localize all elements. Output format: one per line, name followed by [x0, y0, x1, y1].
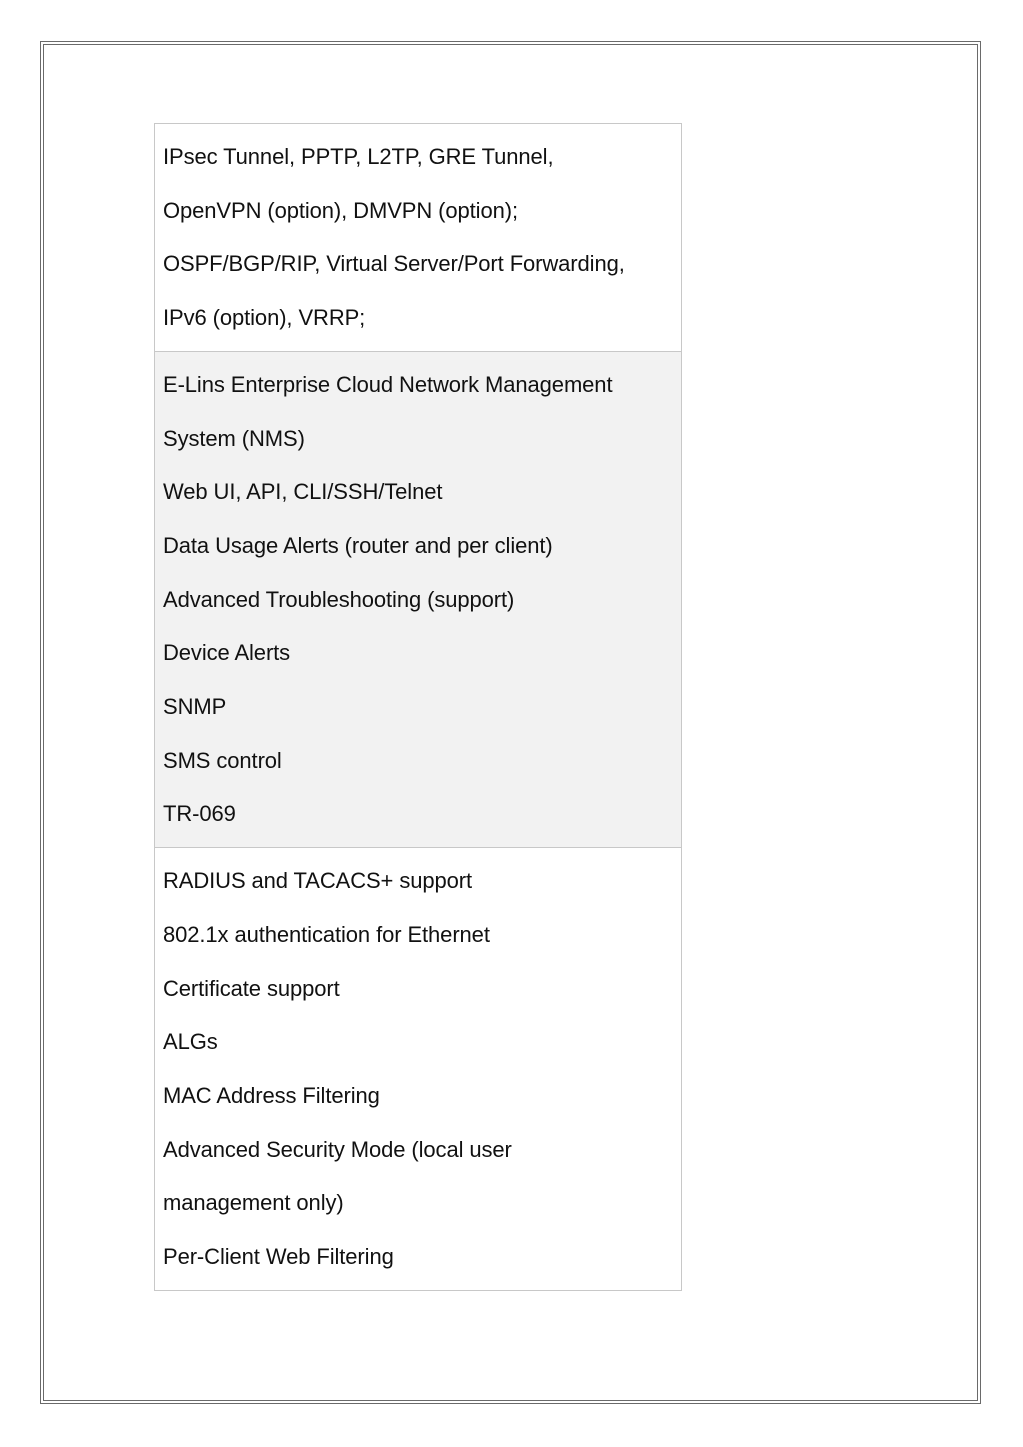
spec-line: Web UI, API, CLI/SSH/Telnet — [163, 479, 443, 505]
spec-line: Per-Client Web Filtering — [163, 1244, 394, 1270]
spec-line: Data Usage Alerts (router and per client) — [163, 532, 553, 558]
spec-line: management only) — [163, 1190, 344, 1216]
spec-line: E-Lins Enterprise Cloud Network Management — [163, 371, 613, 397]
spec-line: MAC Address Filtering — [163, 1082, 380, 1108]
spec-line: Certificate support — [163, 975, 340, 1001]
spec-line: Device Alerts — [163, 640, 291, 666]
spec-line: SNMP — [163, 694, 227, 720]
spec-line: OSPF/BGP/RIP, Virtual Server/Port Forwarding, — [163, 251, 625, 277]
spec-line: System (NMS) — [163, 425, 305, 451]
spec-line: IPv6 (option), VRRP; — [163, 305, 366, 331]
spec-section-security — [155, 847, 681, 1290]
spec-line: Advanced Troubleshooting (support) — [163, 586, 515, 612]
spec-line: SMS control — [163, 747, 282, 773]
spec-section-networking — [155, 124, 681, 351]
spec-table — [154, 123, 682, 1291]
spec-line: RADIUS and TACACS+ support — [163, 868, 472, 894]
spec-section-management — [155, 351, 681, 847]
spec-line: IPsec Tunnel, PPTP, L2TP, GRE Tunnel, — [163, 144, 554, 169]
spec-line: TR-069 — [163, 801, 236, 827]
spec-line: OpenVPN (option), DMVPN (option); — [163, 197, 518, 223]
spec-line: ALGs — [163, 1029, 218, 1055]
spec-line: 802.1x authentication for Ethernet — [163, 921, 490, 947]
spec-line: Advanced Security Mode (local user — [163, 1136, 512, 1162]
